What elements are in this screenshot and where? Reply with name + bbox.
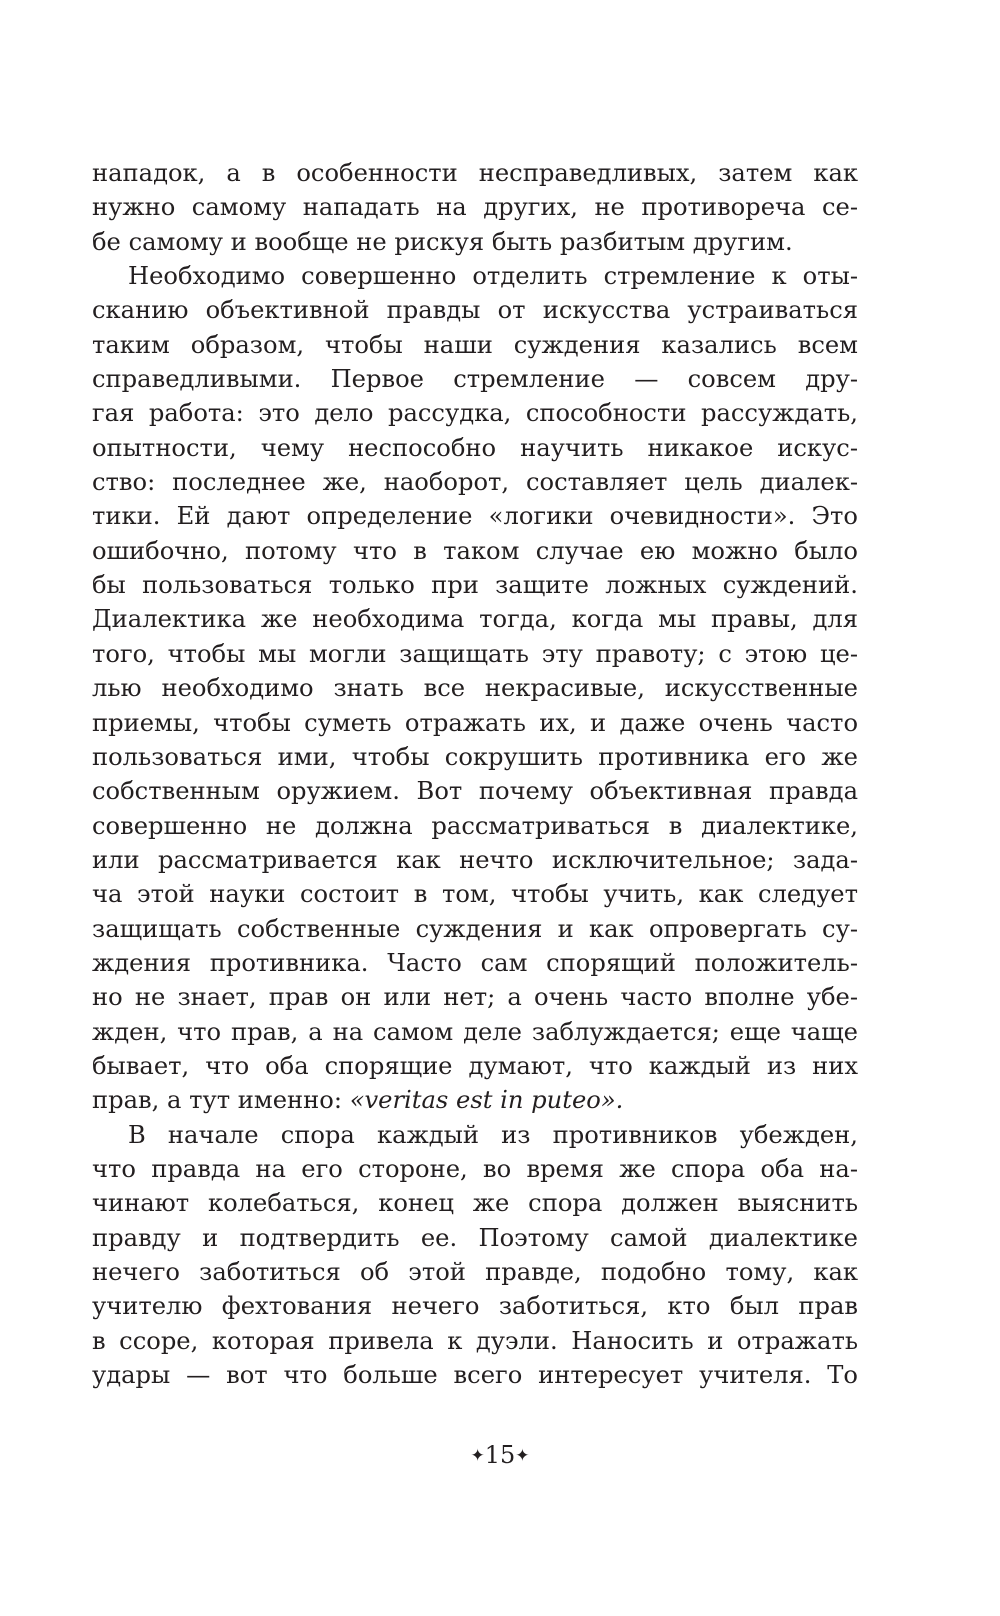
text-line xyxy=(92,1118,858,1152)
text-line xyxy=(92,396,858,430)
text-line xyxy=(92,980,858,1014)
text-line-content: жден, что прав, а на самом деле заблуждается; еще чаще xyxy=(92,1017,858,1046)
text-line-content: гая работа: это дело рассудка, способности рассуждать, xyxy=(92,399,858,428)
text-line xyxy=(92,431,858,465)
text-line-content: приемы, чтобы суметь отражать их, и даже очень часто xyxy=(92,708,858,737)
text-line-content: нужно самому нападать на других, не противореча се- xyxy=(92,193,858,222)
ornament-right-icon: ✦ xyxy=(515,1446,530,1466)
text-line-content: ошибочно, потому что в таком случае ею можно было xyxy=(92,536,858,565)
text-line-content: ча этой науки состоит в том, чтобы учить, как следует xyxy=(92,880,858,909)
text-line-content: но не знает, прав он или нет; а очень часто вполне убе- xyxy=(92,983,858,1012)
text-line-content: нечего заботиться об этой правде, подобно тому, как xyxy=(92,1258,858,1286)
text-line-content: правду и подтвердить ее. Поэтому самой диалектике xyxy=(92,1223,858,1252)
text-line xyxy=(92,1015,858,1049)
ornament-left-icon: ✦ xyxy=(470,1446,485,1466)
text-line-content: защищать собственные суждения и как опровергать су- xyxy=(92,914,858,943)
page-number xyxy=(0,1438,1000,1473)
text-line-content: справедливыми. Первое стремление — совсем дру- xyxy=(92,365,858,394)
text-line xyxy=(92,671,858,705)
text-line xyxy=(92,946,858,980)
text-line-content: совершенно не должна рассматриваться в диалектике, xyxy=(92,811,858,840)
text-line xyxy=(92,877,858,911)
text-line xyxy=(92,568,858,602)
text-line xyxy=(92,328,858,362)
text-line xyxy=(92,362,858,396)
body-text xyxy=(92,156,858,1392)
text-line-content: бывает, что оба спорящие думают, что каждый из них xyxy=(92,1051,858,1080)
text-line xyxy=(92,637,858,671)
text-line xyxy=(92,499,858,533)
text-line xyxy=(92,843,858,877)
text-line-content: ство: последнее же, наоборот, составляет цель диалек- xyxy=(92,468,858,497)
text-line-content: бе самому и вообще не рискуя быть разбитым другим. xyxy=(92,227,793,256)
text-line-content: Необходимо совершенно отделить стремление к оты- xyxy=(128,262,858,291)
text-line-content: в ссоре, которая привела к дуэли. Наносить и отражать xyxy=(92,1326,858,1355)
latin-quote: «veritas est in puteo». xyxy=(349,1086,624,1115)
text-line-content: что правда на его стороне, во время же спора оба на- xyxy=(92,1154,858,1183)
text-line xyxy=(92,190,858,224)
text-line-content: или рассматривается как нечто исключительное; зада- xyxy=(92,845,858,874)
text-line-content: чинают колебаться, конец же спора должен выяснить xyxy=(92,1189,858,1218)
text-line xyxy=(92,774,858,808)
text-line-content: нападок, а в особенности несправедливых, затем как xyxy=(92,159,858,187)
text-line xyxy=(92,809,858,843)
text-line-content: лью необходимо знать все некрасивые, искусственные xyxy=(92,674,858,703)
text-line-content: собственным оружием. Вот почему объективная правда xyxy=(92,777,858,806)
text-line xyxy=(92,1186,858,1220)
text-line xyxy=(92,259,858,293)
text-line-content: Диалектика же необходима тогда, когда мы правы, для xyxy=(92,605,858,634)
text-line xyxy=(92,602,858,636)
text-line-content: удары — вот что больше всего интересует учителя. То xyxy=(92,1361,858,1390)
text-line xyxy=(92,1324,858,1358)
text-line xyxy=(92,740,858,774)
text-line xyxy=(92,1255,858,1289)
text-line xyxy=(92,1049,858,1083)
text-line xyxy=(92,156,858,190)
text-line xyxy=(92,706,858,740)
text-line-content: ждения противника. Часто сам спорящий положитель- xyxy=(92,948,858,977)
text-line-content: опытности, чему неспособно научить никакое искус- xyxy=(92,433,858,462)
text-line-content: В начале спора каждый из противников убежден, xyxy=(128,1120,858,1149)
text-line-content: бы пользоваться только при защите ложных суждений. xyxy=(92,571,858,600)
text-line-content: тики. Ей дают определение «логики очевидности». Это xyxy=(92,502,858,531)
text-line xyxy=(92,225,858,259)
text-line xyxy=(92,1152,858,1186)
text-line-content: учителю фехтования нечего заботиться, кто был прав xyxy=(92,1292,858,1321)
text-line xyxy=(92,293,858,327)
text-line xyxy=(92,1289,858,1323)
text-line xyxy=(92,1083,858,1117)
page-number-value: 15 xyxy=(484,1441,516,1469)
text-line xyxy=(92,1221,858,1255)
text-line xyxy=(92,1358,858,1392)
text-line xyxy=(92,912,858,946)
text-line-content: таким образом, чтобы наши суждения казались всем xyxy=(92,330,858,359)
text-line-content: того, чтобы мы могли защищать эту правоту; с этою це- xyxy=(92,639,858,668)
text-line-content: прав, а тут именно: xyxy=(92,1086,350,1115)
text-line xyxy=(92,465,858,499)
text-line xyxy=(92,534,858,568)
text-line-content: сканию объективной правды от искусства устраиваться xyxy=(92,296,858,325)
text-line-content: пользоваться ими, чтобы сокрушить противника его же xyxy=(92,742,858,771)
